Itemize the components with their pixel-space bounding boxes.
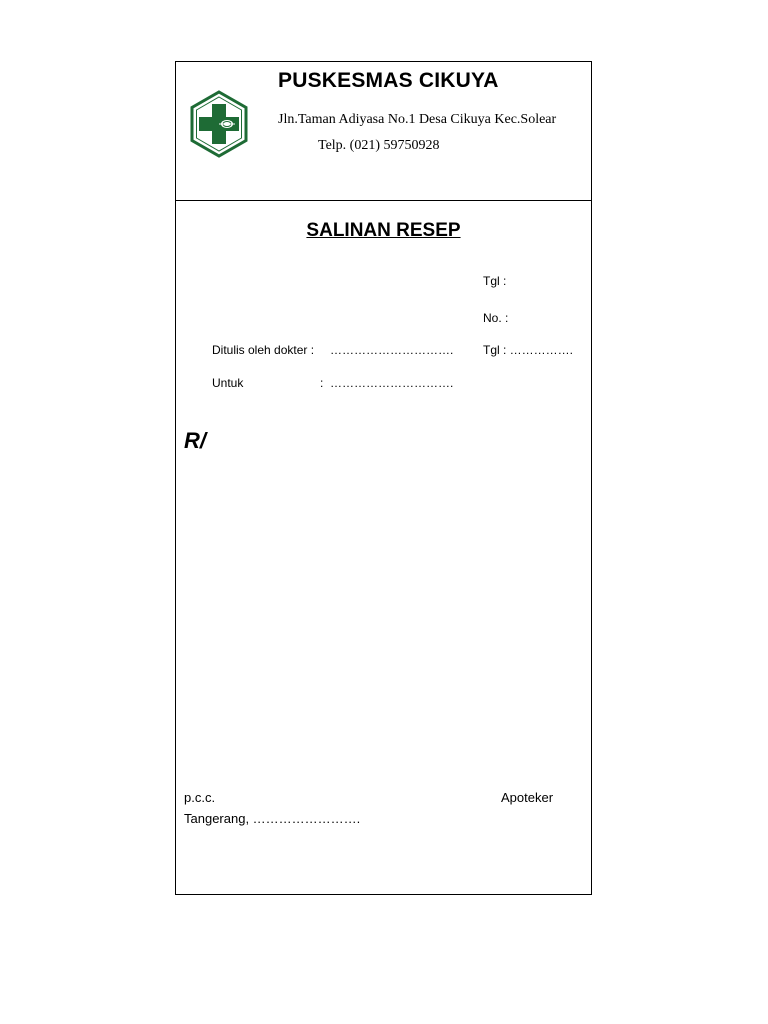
document-title: SALINAN RESEP: [306, 220, 461, 241]
pcc-label: p.c.c.: [184, 790, 216, 805]
untuk-label: Untuk: [212, 376, 244, 390]
clinic-name: PUSKESMAS CIKUYA: [278, 69, 499, 92]
no-label: No. :: [483, 311, 509, 325]
doctor-label: Ditulis oleh dokter :: [212, 343, 315, 357]
tgl-label: Tgl :: [483, 274, 507, 288]
doctor-date[interactable]: Tgl : …………….: [483, 343, 574, 357]
prescription-form: [175, 61, 592, 895]
untuk-colon: :: [320, 376, 324, 390]
clinic-address: Jln.Taman Adiyasa No.1 Desa Cikuya Kec.Solear: [278, 112, 557, 127]
rx-symbol: R/: [184, 428, 206, 453]
place-date[interactable]: Tangerang, …………………….: [184, 811, 361, 826]
puskesmas-logo-icon: [189, 90, 249, 158]
clinic-phone: Telp. (021) 59750928: [318, 138, 440, 153]
apoteker-label: Apoteker: [501, 790, 554, 805]
header-divider: [176, 200, 591, 201]
untuk-value[interactable]: ………………………….: [330, 376, 454, 390]
doctor-value[interactable]: ………………………….: [330, 343, 454, 357]
